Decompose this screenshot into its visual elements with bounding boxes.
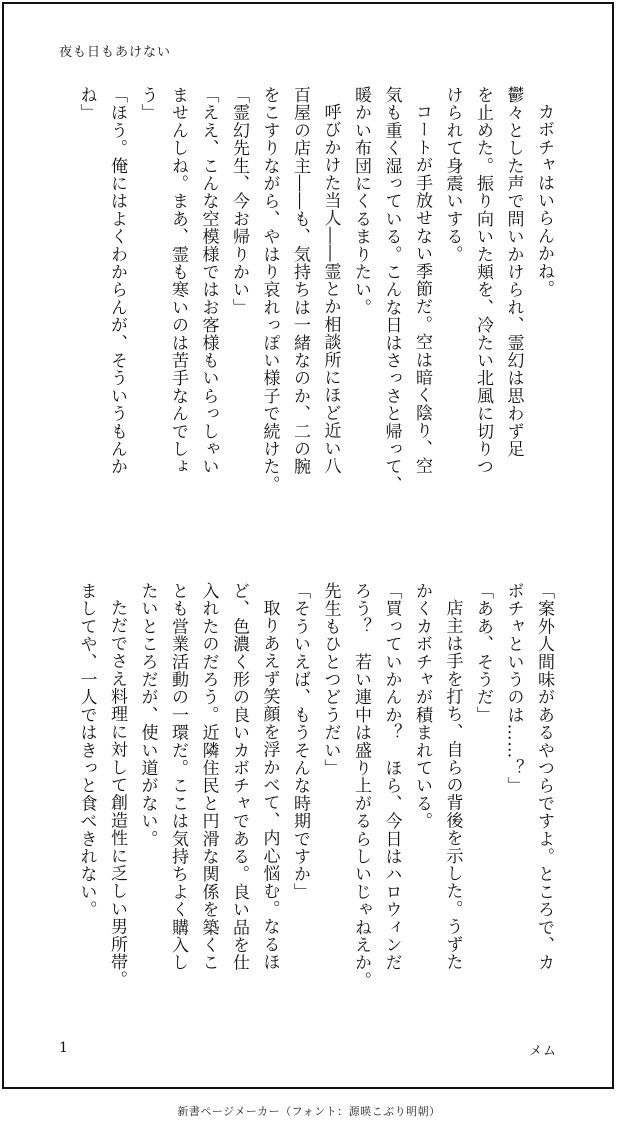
text-line: 「ああ、そうだ」 (473, 582, 493, 724)
text-line: 取りあえず笑顔を浮かべて、内心悩む。なるほ (259, 599, 280, 971)
text-line: 呼びかけた当人――霊とか相談所にほど近い八 (320, 103, 341, 475)
text-line: コートが手放せない季節だ。空は暗く陰り、空 (412, 103, 432, 475)
text-line: 暖かい布団にくるまりたい。 (351, 86, 371, 317)
text-line: けられて身震いする。 (442, 86, 463, 263)
text-line: 「買っていかんか？ ほら、今日はハロウィンだ (381, 582, 402, 972)
text-line: 「案外人間味があるやつらですよ。ところで、カ (534, 582, 554, 972)
upper-text-block (39, 86, 559, 538)
generator-caption: 新書ページメーカー（フォント：源暎こぶり明朝） (177, 1105, 441, 1118)
text-line: 店主は手を打ち、自らの背後を示した。うずた (442, 599, 463, 971)
text-line: とも営業活動の一環だ。ここは気持ちよく購入し (168, 582, 188, 972)
text-line: う」 (137, 86, 158, 122)
page-number: 1 (59, 1040, 68, 1056)
text-line: 「霊幻先生、今お帰りかい」 (229, 86, 249, 317)
text-line: 入れたのだろう。近隣住民と円滑な関係を築くこ (198, 582, 219, 972)
text-line: ボチャというのは……？」 (503, 582, 524, 795)
text-line: カボチャはいらんかね。 (534, 103, 554, 298)
text-line: を止めた。振り向いた頬を、冷たい北風に切りつ (473, 86, 493, 476)
text-line: 鬱々とした声で問いかけられ、霊幻は思わず足 (503, 86, 524, 458)
text-line: 「そういえば、もうそんな時期ですか」 (290, 582, 310, 901)
text-line: 気も重く湿っている。こんな日はさっさと帰って、 (381, 86, 402, 494)
text-line: たいところだが、使い道がない。 (137, 582, 158, 848)
text-line: かくカボチャが積まれている。 (412, 582, 432, 830)
text-line: ど、色濃く形の良いカボチャである。良い品を仕 (229, 582, 249, 972)
text-line: ませんしね。まあ、霊も寒いのは苦手なんでしょ (168, 86, 188, 476)
book-page (2, 2, 614, 1089)
text-line: 先生もひとつどうだい」 (320, 582, 341, 777)
lower-text-block (39, 582, 559, 1022)
text-line: をこすりながら、やはり哀れっぽい様子で続けた。 (259, 86, 280, 494)
text-line: ね」 (76, 86, 97, 122)
text-line: 「ええ、こんな空模様ではお客様もいらっしゃい (198, 86, 219, 476)
text-line: ろう？ 若い連中は盛り上がるらしいじゃねえか。 (351, 582, 371, 990)
author-name: メム (528, 1044, 557, 1059)
text-line: 百屋の店主――も、気持ちは一緒なのか、二の腕 (290, 86, 310, 476)
text-line: ただでさえ料理に対して創造性に乏しい男所帯。 (107, 599, 127, 989)
text-line: 「ほう。俺にはよくわからんが、そういうもんか (107, 86, 127, 476)
text-line: ましてや、一人ではきっと食べきれない。 (76, 582, 97, 919)
running-header-title: 夜も日もあけない (59, 45, 172, 60)
